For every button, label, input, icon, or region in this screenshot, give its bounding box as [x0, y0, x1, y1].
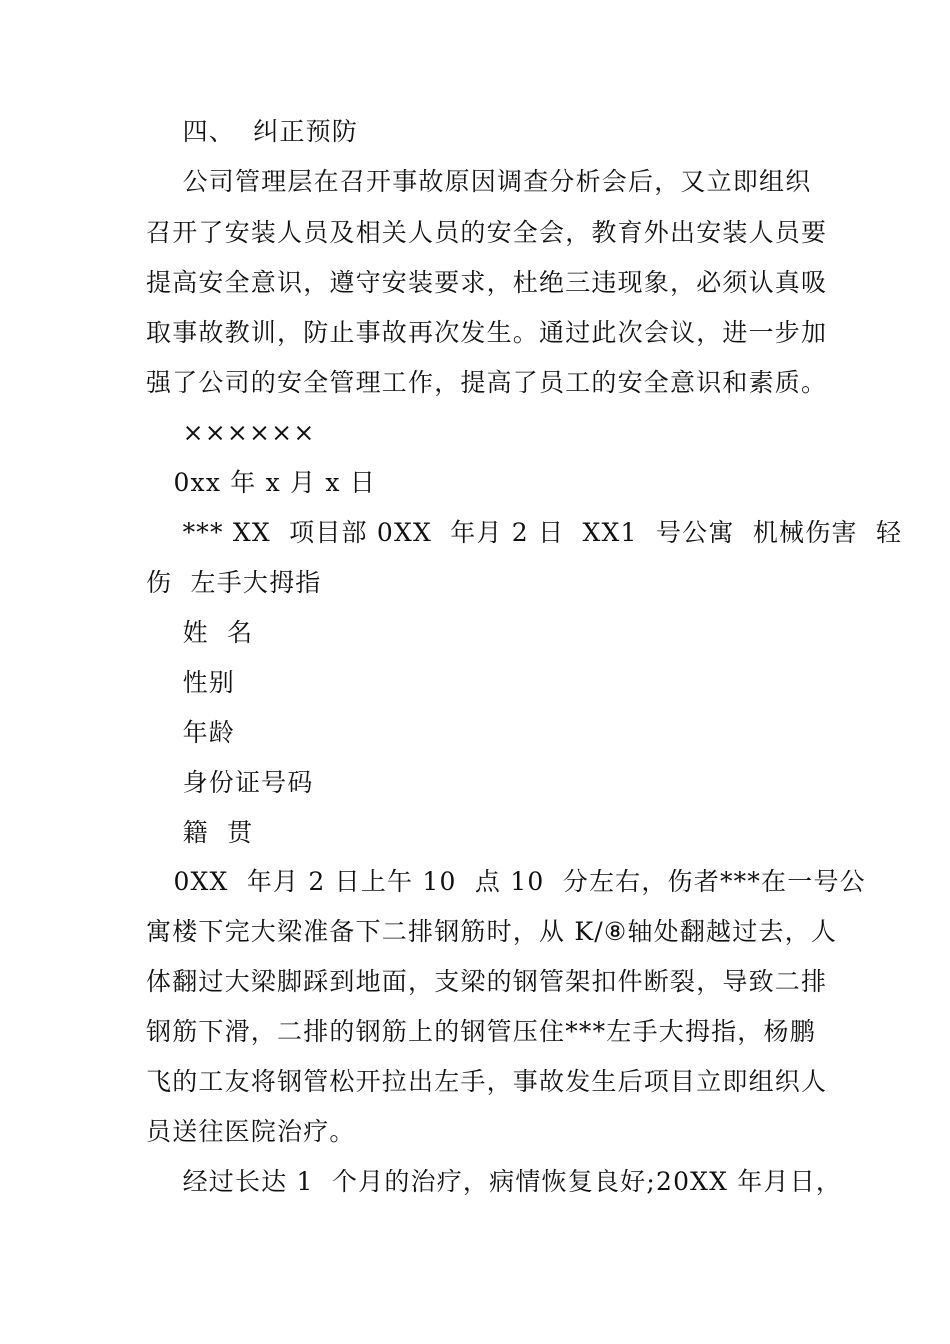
field-label-age: 年龄: [146, 718, 235, 747]
section-heading: 四、 纠正预防: [146, 117, 359, 146]
paragraph-line: 召开了安装人员及相关人员的安全会，教育外出安装人员要: [146, 218, 828, 247]
paragraph-line: 飞的工友将钢管松开拉出左手，事故发生后项目立即组织人: [146, 1067, 828, 1096]
signature-placeholder: ××××××: [146, 418, 316, 447]
paragraph-line: 取事故教训，防止事故再次发生。通过此次会议，进一步加: [146, 318, 828, 347]
field-label-gender: 性别: [146, 668, 235, 697]
paragraph-line: 钢筋下滑，二排的钢筋上的钢管压住***左手大拇指，杨鹏: [146, 1017, 816, 1046]
date-line: 0xx 年 x 月 x 日: [146, 468, 377, 497]
paragraph-line: 0XX 年月 2 日上午 10 点 10 分左右，伤者***在一号公: [146, 867, 866, 896]
paragraph-line: 员送往医院治疗。: [146, 1117, 356, 1146]
paragraph-line: 体翻过大梁脚踩到地面，支梁的钢管架扣件断裂，导致二排: [146, 967, 828, 996]
field-label-id-number: 身份证号码: [146, 768, 314, 797]
paragraph-line: 提高安全意识，遵守安装要求，杜绝三违现象，必须认真吸: [146, 268, 828, 297]
paragraph-line: 经过长达 1 个月的治疗，病情恢复良好;20XX 年月日，: [146, 1167, 843, 1196]
paragraph-line: 公司管理层在召开事故原因调查分析会后，又立即组织: [146, 167, 812, 196]
field-label-native-place: 籍 贯: [146, 818, 254, 847]
field-label-name: 姓 名: [146, 618, 254, 647]
incident-summary-line: *** XX 项目部 0XX 年月 2 日 XX1 号公寓 机械伤害 轻: [146, 518, 903, 547]
incident-summary-line: 伤 左手大拇指: [146, 568, 322, 597]
paragraph-line: 强了公司的安全管理工作，提高了员工的安全意识和素质。: [146, 368, 828, 397]
paragraph-line: 寓楼下完大梁准备下二排钢筋时，从 K/⑧轴处翻越过去，人: [146, 917, 838, 946]
